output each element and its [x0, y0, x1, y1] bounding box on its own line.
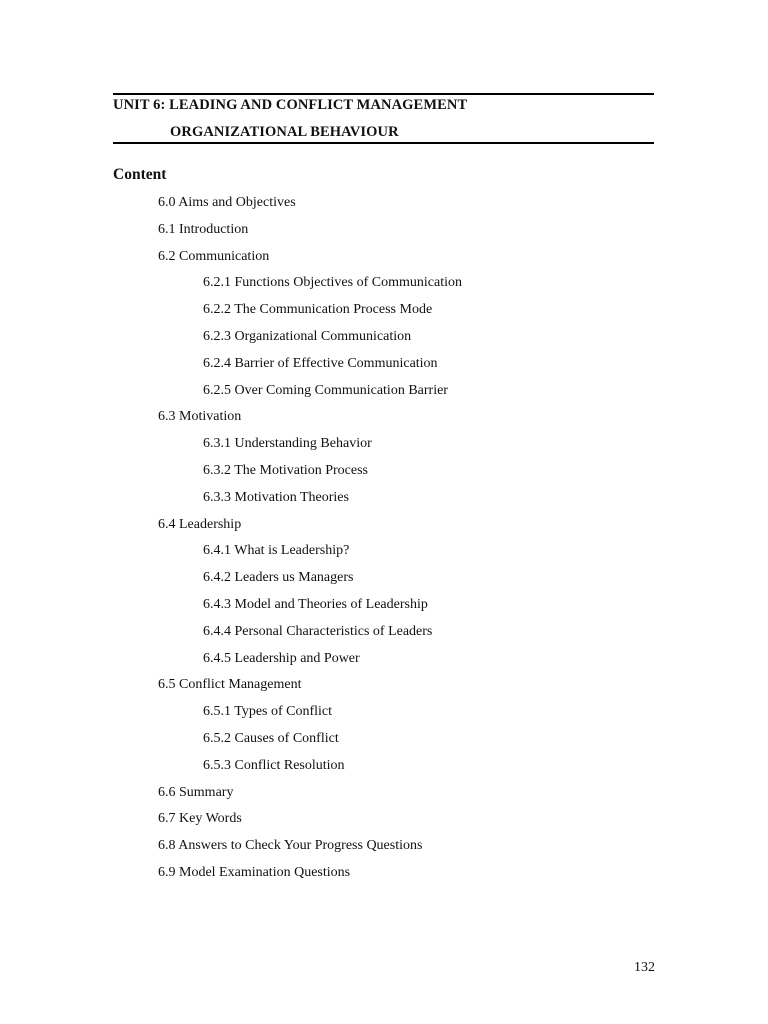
- toc-subsection-item: 6.2.3 Organizational Communication: [203, 328, 412, 344]
- toc-subsection-item: 6.3.1 Understanding Behavior: [203, 436, 372, 452]
- toc-subsection-item: 6.4.5 Leadership and Power: [203, 650, 360, 666]
- header-top-rule: [113, 93, 654, 95]
- toc-section-item: 6.5 Conflict Management: [158, 677, 302, 693]
- toc-subsection-item: 6.3.2 The Motivation Process: [203, 462, 369, 478]
- course-title: ORGANIZATIONAL BEHAVIOUR: [170, 124, 399, 140]
- toc-subsection-item: 6.5.1 Types of Conflict: [203, 704, 333, 720]
- toc-section-item: 6.6 Summary: [158, 784, 234, 800]
- toc-section-item: 6.0 Aims and Objectives: [158, 195, 296, 210]
- toc-section-item: 6.7 Key Words: [158, 811, 242, 827]
- toc-subsection-item: 6.4.1 What is Leadership?: [203, 543, 350, 559]
- unit-title: UNIT 6: LEADING AND CONFLICT MANAGEMENT: [113, 97, 468, 113]
- toc-subsection-item: 6.4.4 Personal Characteristics of Leaders: [203, 623, 433, 639]
- toc-subsection-item: 6.4.2 Leaders us Managers: [203, 570, 354, 586]
- page-number: 132: [634, 960, 655, 975]
- toc-subsection-item: 6.3.3 Motivation Theories: [203, 489, 349, 505]
- toc-subsection-item: 6.5.2 Causes of Conflict: [203, 730, 339, 746]
- toc-section-item: 6.4 Leadership: [158, 516, 242, 532]
- toc-section-item: 6.9 Model Examination Questions: [158, 864, 351, 880]
- toc-subsection-item: 6.2.2 The Communication Process Mode: [203, 302, 433, 318]
- header-bottom-rule: [113, 142, 654, 144]
- toc-section-item: 6.8 Answers to Check Your Progress Questions: [158, 838, 423, 854]
- content-heading: Content: [113, 166, 167, 183]
- toc-section-item: 6.3 Motivation: [158, 409, 242, 425]
- toc-section-item: 6.1 Introduction: [158, 221, 249, 237]
- toc-subsection-item: 6.5.3 Conflict Resolution: [203, 757, 345, 773]
- toc-subsection-item: 6.2.1 Functions Objectives of Communication: [203, 275, 462, 291]
- toc-subsection-item: 6.2.4 Barrier of Effective Communication: [203, 355, 438, 371]
- toc-section-item: 6.2 Communication: [158, 248, 270, 264]
- table-of-contents: [0, 194, 768, 891]
- toc-subsection-item: 6.2.5 Over Coming Communication Barrier: [203, 382, 448, 398]
- toc-subsection-item: 6.4.3 Model and Theories of Leadership: [203, 596, 428, 612]
